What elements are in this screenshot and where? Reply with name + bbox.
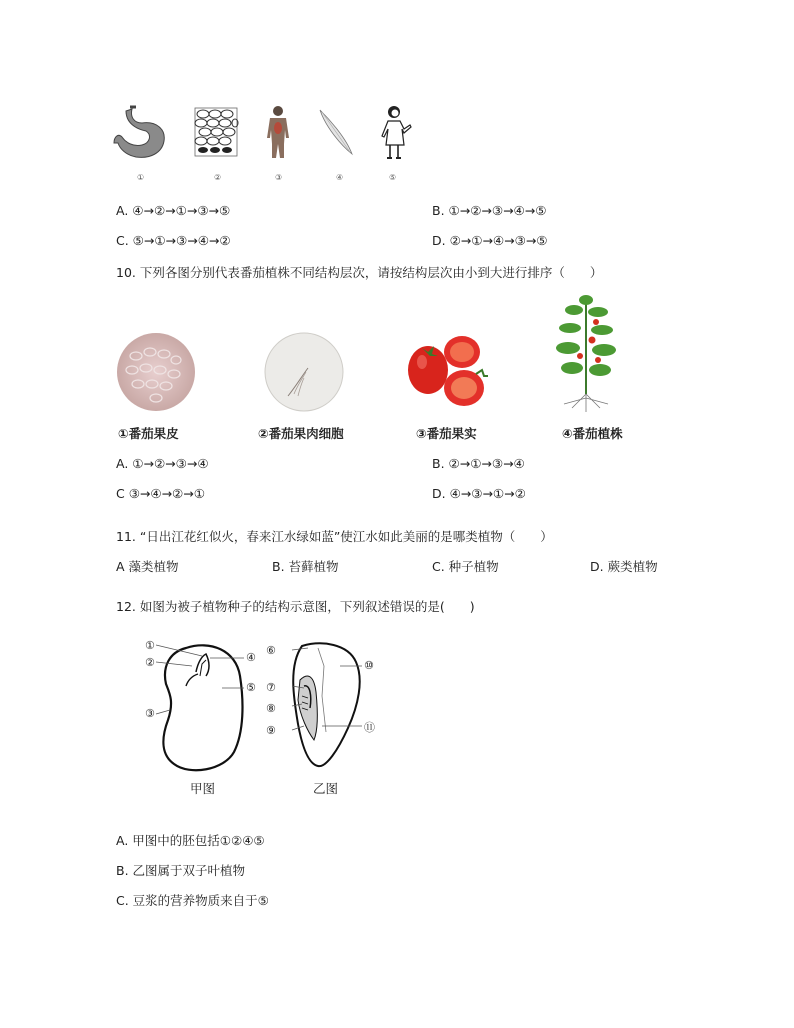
q10-caption-2: ②番茄果肉细胞 [258, 426, 344, 441]
q10-caption-1: ①番茄果皮 [118, 426, 179, 441]
q11-option-a[interactable]: A 藻类植物 [116, 559, 179, 574]
label-2: ② [145, 656, 155, 669]
human-body-image [262, 104, 294, 160]
label-9: ⑨ [266, 724, 276, 737]
q9-image-number: ⑤ [389, 173, 397, 182]
q9-option-b[interactable]: B. ①→②→③→④→⑤ [432, 203, 547, 218]
tomato-pulp-cell-image [264, 332, 344, 412]
q9-option-a[interactable]: A. ④→②→①→③→⑤ [116, 203, 231, 218]
q9-image-number: ① [137, 173, 145, 182]
q11-option-d[interactable]: D. 蕨类植物 [590, 559, 658, 574]
stomach-image [112, 103, 168, 161]
q12-stem: 12. 如图为被子植物种子的结构示意图，下列叙述错误的是( ) [116, 599, 475, 614]
label-1: ① [145, 639, 155, 652]
q10-option-c[interactable]: C ③→④→②→① [116, 486, 205, 501]
q9-image-number: ③ [275, 173, 283, 182]
label-6: ⑥ [266, 644, 276, 657]
tomato-fruit-image [406, 330, 492, 410]
q11-option-b[interactable]: B. 苔藓植物 [272, 559, 339, 574]
q10-option-b[interactable]: B. ②→①→③→④ [432, 456, 525, 471]
girl-image [380, 103, 414, 161]
q10-option-a[interactable]: A. ①→②→③→④ [116, 456, 209, 471]
figure-caption-yi: 乙图 [313, 781, 339, 796]
q12-option-b[interactable]: B. 乙图属于双子叶植物 [116, 863, 246, 878]
label-3: ③ [145, 707, 155, 720]
label-4: ④ [246, 651, 256, 664]
q12-option-a[interactable]: A. 甲图中的胚包括①②④⑤ [116, 833, 265, 848]
figure-caption-jia: 甲图 [190, 781, 216, 796]
label-7: ⑦ [266, 681, 276, 694]
tissue-image [193, 106, 239, 158]
q10-option-d[interactable]: D. ④→③→①→② [432, 486, 526, 501]
q10-caption-3: ③番茄果实 [416, 426, 477, 441]
q11-option-c[interactable]: C. 种子植物 [432, 559, 499, 574]
label-5: ⑤ [246, 681, 256, 694]
cell-image [316, 106, 356, 158]
tomato-plant-image [552, 290, 622, 416]
q11-stem: 11. “日出江花红似火，春来江水绿如蓝”使江水如此美丽的是哪类植物（ ） [116, 529, 553, 544]
label-10: ⑩ [364, 659, 374, 672]
q10-caption-4: ④番茄植株 [562, 426, 623, 441]
corn-seed-drawing [278, 636, 388, 776]
q10-stem: 10. 下列各图分别代表番茄植株不同结构层次，请按结构层次由小到大进行排序（ ） [116, 265, 603, 280]
label-11: ⑪ [364, 721, 375, 734]
q12-option-c[interactable]: C. 豆浆的营养物质来自于⑤ [116, 893, 269, 908]
q9-option-c[interactable]: C. ⑤→①→③→④→② [116, 233, 231, 248]
tomato-peel-image [116, 332, 196, 412]
q9-option-d[interactable]: D. ②→①→④→③→⑤ [432, 233, 548, 248]
q9-image-number: ④ [336, 173, 344, 182]
q9-image-number: ② [214, 173, 222, 182]
label-8: ⑧ [266, 702, 276, 715]
